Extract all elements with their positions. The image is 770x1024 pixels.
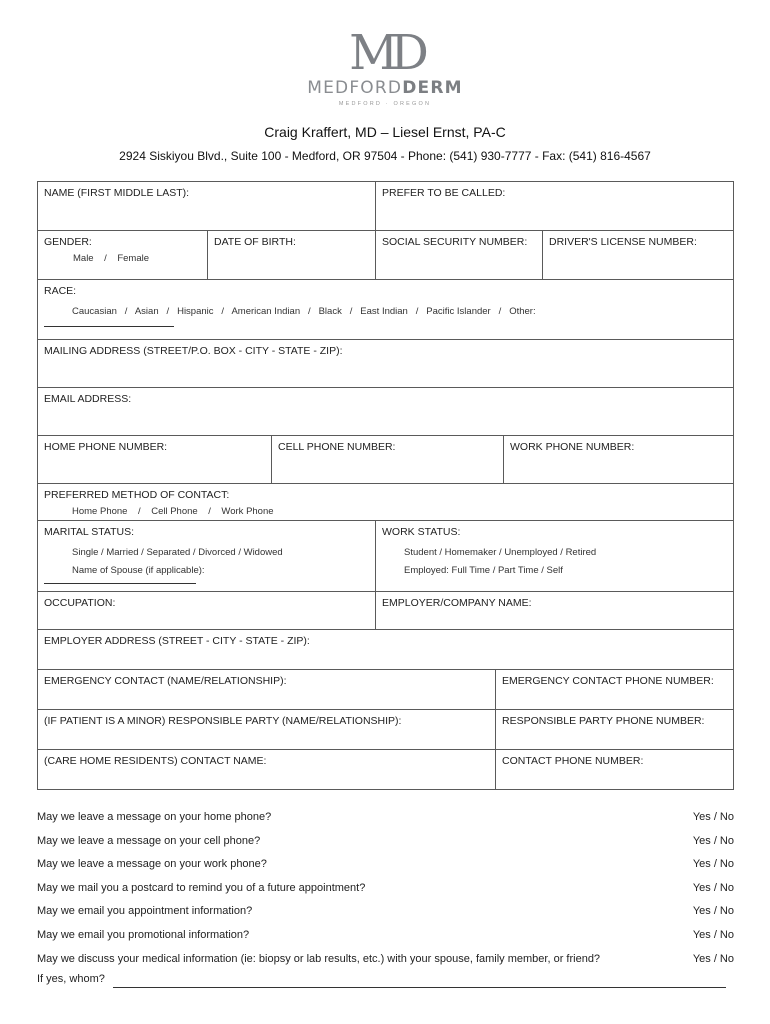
preferred-contact-field[interactable] — [38, 484, 733, 520]
prefer-label: PREFER TO BE CALLED: — [382, 187, 506, 199]
race-field[interactable] — [38, 280, 733, 339]
work-status-options[interactable]: Student / Homemaker / Unemployed / Retired — [404, 547, 597, 558]
employer-field[interactable] — [375, 592, 733, 629]
form-row-emergency — [38, 669, 733, 709]
yes-no-choice[interactable]: Yes / No — [692, 834, 734, 847]
logo-mark-text: MD — [349, 26, 421, 76]
question-text: May we leave a message on your work phone? — [37, 858, 267, 871]
question-row — [37, 924, 734, 948]
employer-label: EMPLOYER/COMPANY NAME: — [382, 597, 532, 609]
care-home-contact-field[interactable] — [38, 750, 495, 789]
emergency-contact-field[interactable] — [38, 670, 495, 709]
if-yes-whom-line[interactable] — [113, 987, 726, 988]
ssn-field[interactable] — [375, 231, 542, 279]
form-row-preferred — [38, 483, 733, 520]
race-other-line[interactable] — [44, 326, 174, 327]
employer-address-label: EMPLOYER ADDRESS (STREET - CITY - STATE - ZIP): — [44, 635, 310, 647]
question-text: May we email you appointment information? — [37, 905, 253, 918]
work-status-label: WORK STATUS: — [382, 526, 461, 538]
question-text: May we leave a message on your cell phone? — [37, 834, 261, 847]
name-label: NAME (FIRST MIDDLE LAST): — [44, 187, 190, 199]
prefer-field[interactable] — [375, 182, 733, 230]
medforderm-logo-icon — [340, 26, 430, 76]
form-row-responsible — [38, 709, 733, 749]
occupation-label: OCCUPATION: — [44, 597, 116, 609]
spouse-label: Name of Spouse (if applicable): — [72, 565, 205, 576]
if-yes-label: If yes, whom? — [37, 973, 105, 985]
logo-wordmark: MEDFORDDERM — [307, 78, 463, 98]
care-home-label: (CARE HOME RESIDENTS) CONTACT NAME: — [44, 755, 267, 767]
question-row — [37, 806, 734, 830]
question-row — [37, 877, 734, 901]
responsible-phone-label: RESPONSIBLE PARTY PHONE NUMBER: — [502, 715, 705, 727]
contact-phone-field[interactable] — [495, 750, 733, 789]
question-text: May we discuss your medical information (ie: biopsy or lab results, etc.) with your spouse, family member, or friend? — [37, 952, 601, 965]
question-row — [37, 853, 734, 877]
gender-options[interactable]: Male / Female — [73, 253, 150, 264]
emergency-phone-label: EMERGENCY CONTACT PHONE NUMBER: — [502, 675, 714, 687]
question-row — [37, 948, 734, 972]
logo-location: MEDFORD · OREGON — [338, 101, 432, 107]
form-row-employer-address — [38, 629, 733, 669]
form-row-name — [38, 182, 733, 230]
form-row-status — [38, 520, 733, 591]
marital-label: MARITAL STATUS: — [44, 526, 135, 538]
yes-no-choice[interactable]: Yes / No — [692, 952, 734, 965]
form-row-phones — [38, 435, 733, 483]
logo — [0, 26, 770, 107]
practice-address: 2924 Siskiyou Blvd., Suite 100 - Medford, OR 97504 - Phone: (541) 930-7777 - Fax: (541) 816-4567 — [119, 149, 651, 163]
yes-no-choice[interactable]: Yes / No — [692, 858, 734, 871]
responsible-phone-field[interactable] — [495, 710, 733, 749]
cell-phone-field[interactable] — [271, 436, 503, 483]
contact-phone-label: CONTACT PHONE NUMBER: — [502, 755, 644, 767]
yes-no-choice[interactable]: Yes / No — [692, 881, 734, 894]
doctors-line: Craig Kraffert, MD – Liesel Ernst, PA-C — [264, 124, 506, 140]
home-phone-field[interactable] — [38, 436, 271, 483]
emergency-label: EMERGENCY CONTACT (NAME/RELATIONSHIP): — [44, 675, 287, 687]
preferred-label: PREFERRED METHOD OF CONTACT: — [44, 489, 230, 501]
race-options[interactable]: Caucasian / Asian / Hispanic / American Indian / Black / East Indian / Pacific Islander / Other: — [72, 306, 536, 317]
responsible-party-field[interactable] — [38, 710, 495, 749]
form-row-identity — [38, 230, 733, 279]
name-field[interactable] — [38, 182, 375, 230]
work-phone-label: WORK PHONE NUMBER: — [510, 441, 635, 453]
occupation-field[interactable] — [38, 592, 375, 629]
gender-field[interactable] — [38, 231, 207, 279]
work-phone-field[interactable] — [503, 436, 733, 483]
race-label: RACE: — [44, 285, 77, 297]
form-row-occupation — [38, 591, 733, 629]
marital-options[interactable]: Single / Married / Separated / Divorced / Widowed — [72, 547, 283, 558]
email-field[interactable] — [38, 388, 733, 435]
patient-form — [37, 181, 734, 790]
yes-no-choice[interactable]: Yes / No — [692, 905, 734, 918]
dob-field[interactable] — [207, 231, 375, 279]
yes-no-choice[interactable]: Yes / No — [692, 811, 734, 823]
preferred-options[interactable]: Home Phone / Cell Phone / Work Phone — [72, 506, 274, 517]
emergency-phone-field[interactable] — [495, 670, 733, 709]
email-label: EMAIL ADDRESS: — [44, 393, 132, 405]
question-row — [37, 900, 734, 924]
question-text: May we email you promotional information? — [37, 928, 250, 941]
form-row-email — [38, 387, 733, 435]
marital-field[interactable] — [38, 521, 375, 591]
contact-permissions — [37, 806, 734, 971]
form-row-care-home — [38, 749, 733, 789]
question-row — [37, 830, 734, 854]
home-phone-label: HOME PHONE NUMBER: — [44, 441, 168, 453]
dl-field[interactable] — [542, 231, 733, 279]
dob-label: DATE OF BIRTH: — [214, 236, 296, 248]
mailing-field[interactable] — [38, 340, 733, 387]
responsible-label: (IF PATIENT IS A MINOR) RESPONSIBLE PARTY (NAME/RELATIONSHIP): — [44, 715, 402, 727]
mailing-label: MAILING ADDRESS (STREET/P.O. BOX - CITY - STATE - ZIP): — [44, 345, 343, 357]
spouse-name-line[interactable] — [44, 583, 196, 584]
yes-no-choice[interactable]: Yes / No — [692, 928, 734, 941]
dl-label: DRIVER'S LICENSE NUMBER: — [549, 236, 697, 248]
question-text: May we mail you a postcard to remind you of a future appointment? — [37, 881, 366, 894]
gender-label: GENDER: — [44, 236, 92, 248]
ssn-label: SOCIAL SECURITY NUMBER: — [382, 236, 528, 248]
form-row-mailing — [38, 339, 733, 387]
employed-options[interactable]: Employed: Full Time / Part Time / Self — [404, 565, 563, 576]
form-row-race — [38, 279, 733, 339]
employer-address-field[interactable] — [38, 630, 733, 669]
work-status-field[interactable] — [375, 521, 733, 591]
question-text: May we leave a message on your home phone? — [37, 811, 272, 823]
cell-phone-label: CELL PHONE NUMBER: — [278, 441, 396, 453]
